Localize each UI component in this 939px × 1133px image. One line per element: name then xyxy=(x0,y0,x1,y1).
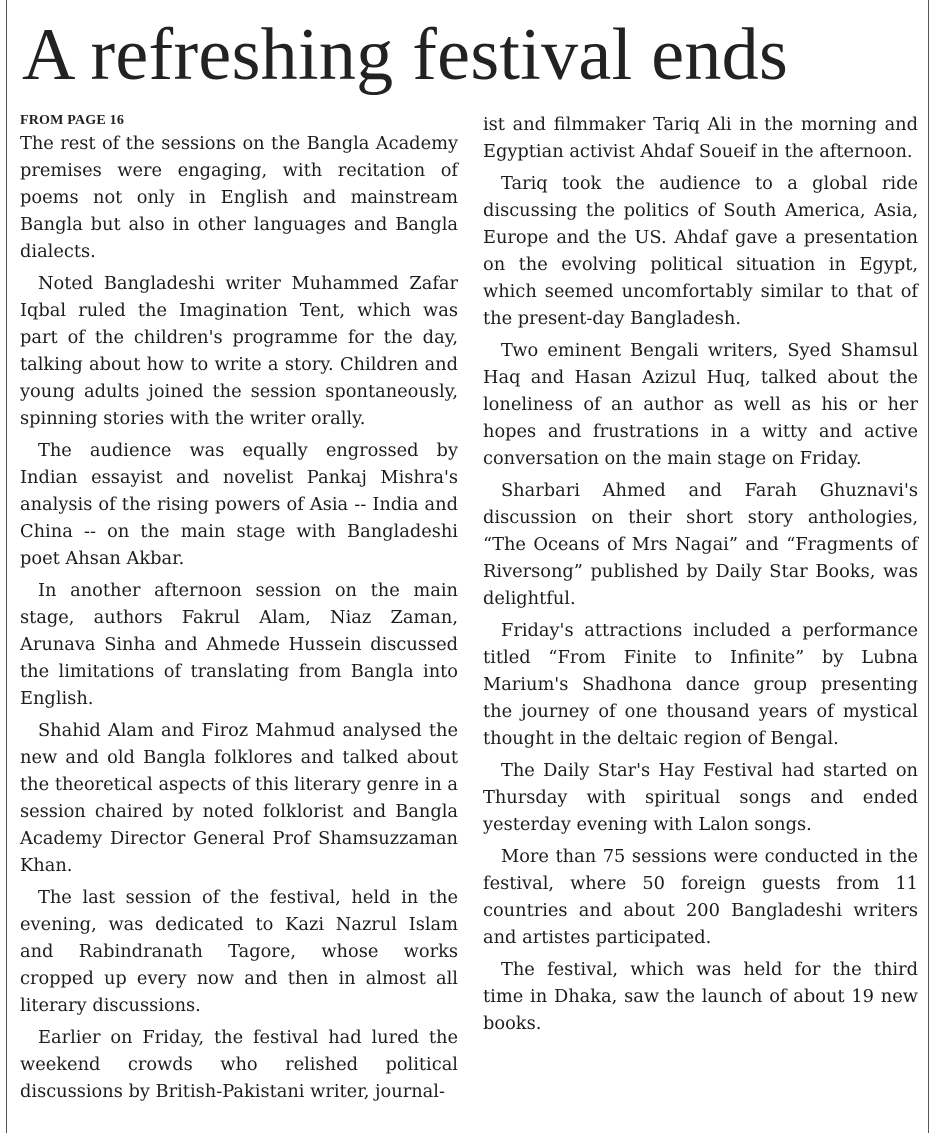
column-rule-right xyxy=(928,0,929,1133)
paragraph: Earlier on Friday, the festival had lured the weekend crowds who relished political discussions by British-Pakistani writer, journal- xyxy=(20,1027,458,1102)
paragraph: More than 75 sessions were conducted in the festival, where 50 foreign guests from 11 countries and about 200 Bangladeshi writers and artistes participated. xyxy=(483,846,918,948)
article-column-right xyxy=(483,111,918,1042)
paragraph: Shahid Alam and Firoz Mahmud analysed the new and old Bangla folklores and talked about the theoretical aspects of this literary genre in a session chaired by noted folklorist and Bangla Academy Director General Prof Shamsuzzaman Khan. xyxy=(20,720,458,876)
column-rule-left xyxy=(6,0,7,1133)
paragraph: The Daily Star's Hay Festival had started on Thursday with spiritual songs and ended yesterday evening with Lalon songs. xyxy=(483,760,918,835)
paragraph: The last session of the festival, held in the evening, was dedicated to Kazi Nazrul Islam and Rabindranath Tagore, whose works cropped up every now and then in almost all literary discussions. xyxy=(20,887,458,1016)
paragraph: Friday's attractions included a performance titled “From Finite to Infinite” by Lubna Marium's Shadhona dance group presenting the journey of one thousand years of mystical thought in the deltaic region of Bengal. xyxy=(483,620,918,749)
paragraph: Tariq took the audience to a global ride discussing the politics of South America, Asia, Europe and the US. Ahdaf gave a presentation on the evolving political situation in Egypt, which seemed uncomfortably similar to that of the present-day Bangladesh. xyxy=(483,173,918,329)
paragraph: The festival, which was held for the third time in Dhaka, saw the launch of about 19 new books. xyxy=(483,959,918,1034)
article-headline: A refreshing festival ends xyxy=(22,14,789,96)
continuation-kicker: FROM PAGE 16 xyxy=(20,113,125,128)
paragraph: ist and filmmaker Tariq Ali in the morning and Egyptian activist Ahdaf Soueif in the afternoon. xyxy=(483,114,918,162)
paragraph: The audience was equally engrossed by Indian essayist and novelist Pankaj Mishra's analysis of the rising powers of Asia -- India and China -- on the main stage with Bangladeshi poet Ahsan Akbar. xyxy=(20,440,458,569)
article-column-left xyxy=(20,130,458,1110)
paragraph: Two eminent Bengali writers, Syed Shamsul Haq and Hasan Azizul Huq, talked about the loneliness of an author as well as his or her hopes and frustrations in a witty and active conversation on the main stage on Friday. xyxy=(483,340,918,469)
paragraph: Noted Bangladeshi writer Muhammed Zafar Iqbal ruled the Imagination Tent, which was part of the children's programme for the day, talking about how to write a story. Children and young adults joined the session spontaneously, spinning stories with the writer orally. xyxy=(20,273,458,429)
paragraph: The rest of the sessions on the Bangla Academy premises were engaging, with recitation of poems not only in English and mainstream Bangla but also in other languages and Bangla dialects. xyxy=(20,133,458,262)
paragraph: Sharbari Ahmed and Farah Ghuznavi's discussion on their short story anthologies, “The Oceans of Mrs Nagai” and “Fragments of Riversong” published by Daily Star Books, was delightful. xyxy=(483,480,918,609)
paragraph: In another afternoon session on the main stage, authors Fakrul Alam, Niaz Zaman, Arunava Sinha and Ahmede Hussein discussed the limitations of translating from Bangla into English. xyxy=(20,580,458,709)
